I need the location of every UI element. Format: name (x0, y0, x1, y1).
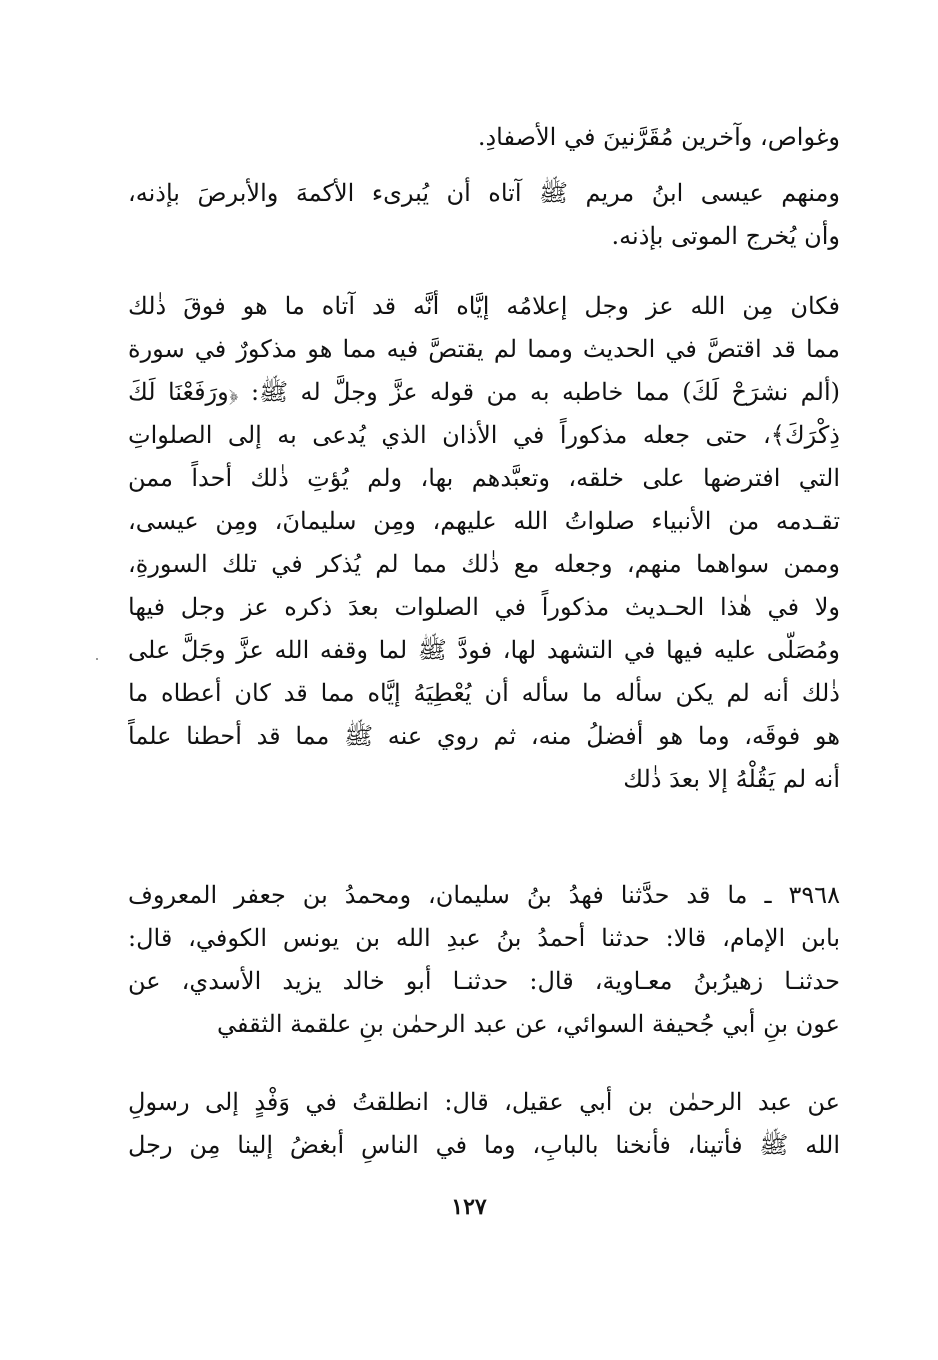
text-line: حدثنـا زهيرُبنُ معـاوية، قال: حدثنـا أبو خالد يزيد الأسدي، عن (128, 967, 840, 995)
text-line: وأن يُخرج الموتى بإذنه. (611, 222, 840, 250)
text-line: عن عبد الرحمٰن بن أبي عقيل، قال: انطلقتُ في وَفْدٍ إلى رسولِ (128, 1088, 840, 1116)
margin-dot (96, 658, 98, 660)
text-line: وغواص، وآخرين مُقَرَّنينَ في الأصفادِ. (477, 123, 840, 151)
text-line: تقـدمه من الأنبياء صلواتُ الله عليهم، ومِن سليمانَ، ومِن عيسى، (128, 507, 840, 535)
text-line: فكان مِن الله عز وجل إعلامُه إيَّاه أنَّه قد آتاه ما هو فوقَ ذٰلك (128, 292, 840, 320)
paragraph-hadith-text (128, 1081, 840, 1167)
paragraph-continuation (128, 116, 840, 159)
text-line: وممن سواهما منهم، وجعله مع ذٰلك مما لم يُذكر في تلك السورةِ، (128, 550, 840, 578)
text-line: (ألم نشرَحْ لَكَ) مما خاطبه به من قوله عزَّ وجلَّ له ﷺ: ﴿ورَفَعْنَا لَكَ (128, 378, 840, 406)
paragraph-commentary (128, 285, 840, 801)
paragraph-hadith-chain (128, 874, 840, 1046)
text-line: الله ﷺ فأتينا، فأنخنا بالبابِ، وما في الناسِ أبغضُ إلينا مِن رجل (128, 1131, 840, 1159)
text-line: عون بنِ أبي جُحيفة السوائي، عن عبد الرحمٰن بنِ علقمة الثقفي (217, 1010, 840, 1038)
text-line: هو فوقَه، وما هو أفضلُ منه، ثم روي عنه ﷺ مما قد أحطنا علماً (128, 722, 840, 750)
text-line: ذِكْرَكَ﴾، حتى جعله مذكوراً في الأذان الذي يُدعى به إلى الصلواتِ (128, 421, 840, 449)
page-number: ١٢٧ (451, 1194, 487, 1220)
text-line: ٣٩٦٨ ـ ما قد حدَّثنا فهدُ بنُ سليمان، ومحمدُ بن جعفر المعروف (128, 881, 840, 909)
paragraph-isa (128, 172, 840, 258)
text-line: مما قد اقتصَّ في الحديث ومما لم يقتصَّ فيه مما هو مذكورٌ في سورة (128, 335, 840, 363)
text-line: أنه لم يَقُلْهُ إلا بعدَ ذٰلك (623, 765, 840, 793)
text-line: ولا في هٰذا الحـديث مذكوراً في الصلوات بعدَ ذكره عز وجل فيها (128, 593, 840, 621)
text-line: بابن الإمام، قالا: حدثنا أحمدُ بنُ عبدِ الله بن يونس الكوفي، قال: (128, 924, 840, 952)
text-line: ذٰلك أنه لم يكن سأله ما سأله أن يُعْطِيَهُ إيَّاه مما قد كان أعطاه ما (128, 679, 840, 707)
text-line: ومُصَلّى عليه فيها في التشهد لها، فودَّ ﷺ لما وقفه الله عزَّ وجَلَّ على (128, 636, 840, 664)
text-line: ومنهم عيسى ابنُ مريم ﷺ آتاه أن يُبرىء الأكمهَ والأبرصَ بإذنه، (128, 179, 840, 207)
text-line: التي افترضها على خلقه، وتعبَّدهم بها، ولم يُؤتِ ذٰلك أحداً ممن (128, 464, 840, 492)
